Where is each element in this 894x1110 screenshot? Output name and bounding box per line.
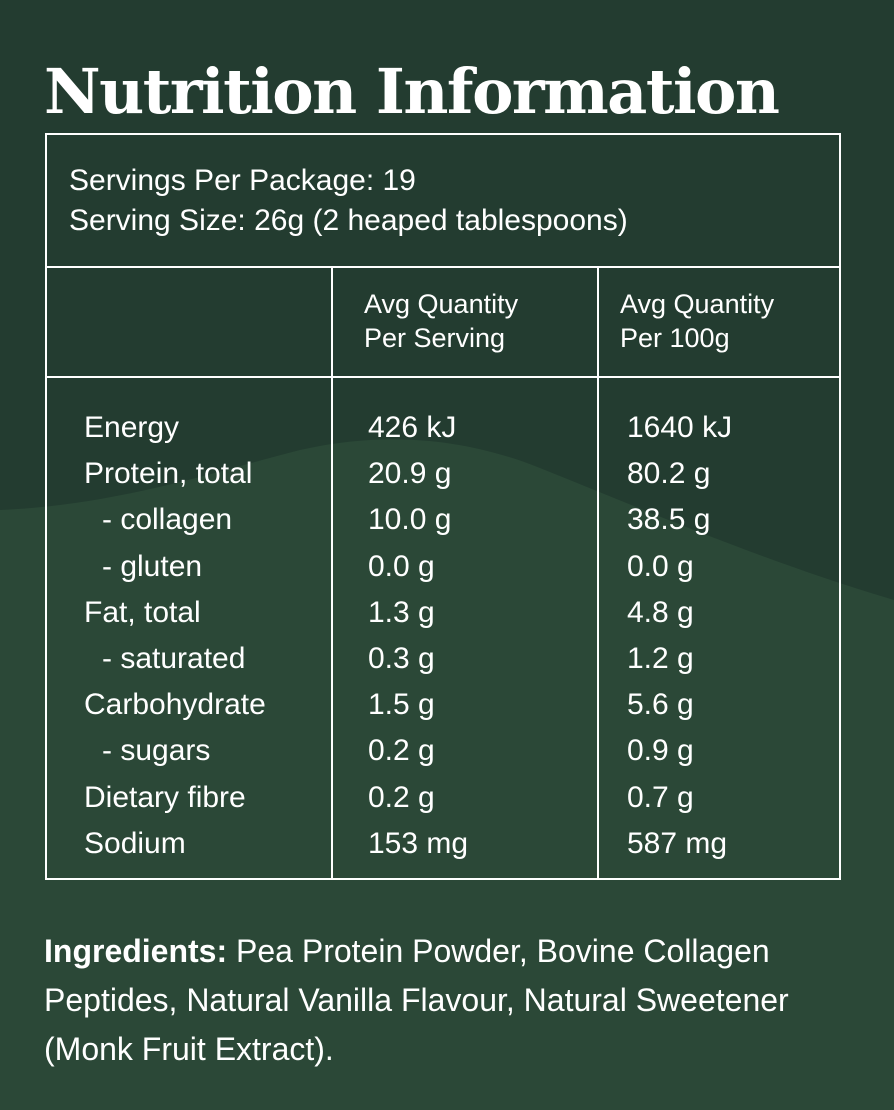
nutrient-name: - collagen bbox=[102, 503, 233, 537]
divider bbox=[47, 376, 839, 378]
nutrient-rows bbox=[47, 405, 839, 867]
per-serving-value: 0.2 g bbox=[368, 734, 435, 768]
per-100g-value: 1.2 g bbox=[627, 641, 694, 675]
nutrient-name: Protein, total bbox=[84, 457, 253, 491]
serving-size: Serving Size: 26g (2 heaped tablespoons) bbox=[69, 204, 628, 237]
servings-per-package: Servings Per Package: 19 bbox=[69, 164, 416, 197]
per-serving-value: 0.2 g bbox=[368, 780, 435, 814]
per-serving-value: 20.9 g bbox=[368, 457, 452, 491]
nutrient-name: Fat, total bbox=[84, 595, 201, 629]
nutrient-name: - sugars bbox=[102, 734, 211, 768]
per-100g-value: 80.2 g bbox=[627, 457, 711, 491]
nutrient-name: - saturated bbox=[102, 641, 246, 675]
per-100g-value: 4.8 g bbox=[627, 595, 694, 629]
per-100g-value: 38.5 g bbox=[627, 503, 711, 537]
table-row bbox=[47, 821, 839, 867]
ingredients-label: Ingredients: bbox=[44, 933, 228, 969]
per-serving-value: 1.3 g bbox=[368, 595, 435, 629]
per-100g-value: 0.7 g bbox=[627, 780, 694, 814]
table-row bbox=[47, 590, 839, 636]
per-serving-value: 10.0 g bbox=[368, 503, 452, 537]
header-per-serving: Avg Quantity Per Serving bbox=[364, 289, 519, 353]
nutrient-name: - gluten bbox=[102, 549, 203, 583]
nutrient-name: Carbohydrate bbox=[84, 688, 266, 722]
per-100g-value: 0.9 g bbox=[627, 734, 694, 768]
page-title: Nutrition Information bbox=[44, 55, 779, 128]
per-serving-value: 153 mg bbox=[368, 826, 469, 860]
table-row bbox=[47, 636, 839, 682]
nutrient-name: Energy bbox=[84, 411, 180, 444]
per-100g-value: 5.6 g bbox=[627, 688, 694, 722]
serving-info bbox=[69, 161, 628, 241]
per-serving-value: 426 kJ bbox=[368, 411, 457, 444]
ingredients-text: Pea Protein Powder, Bovine Collagen Peptides, Natural Vanilla Flavour, Natural Sweetener (Monk Fruit Extract). bbox=[44, 933, 789, 1067]
table-row bbox=[47, 497, 839, 543]
divider bbox=[47, 266, 839, 268]
per-serving-value: 0.3 g bbox=[368, 641, 435, 675]
table-row bbox=[47, 682, 839, 728]
table-row bbox=[47, 775, 839, 821]
table-row bbox=[47, 544, 839, 590]
per-serving-value: 0.0 g bbox=[368, 549, 435, 583]
per-100g-value: 587 mg bbox=[627, 826, 728, 860]
ingredients-statement bbox=[44, 927, 864, 1074]
per-100g-value: 1640 kJ bbox=[627, 411, 733, 444]
per-serving-value: 1.5 g bbox=[368, 688, 435, 722]
nutrition-table bbox=[45, 133, 841, 880]
nutrient-name: Dietary fibre bbox=[84, 780, 246, 814]
per-100g-value: 0.0 g bbox=[627, 549, 694, 583]
header-per-100g: Avg Quantity Per 100g bbox=[620, 289, 775, 353]
table-row bbox=[47, 451, 839, 497]
table-row bbox=[47, 405, 839, 451]
table-row bbox=[47, 728, 839, 774]
nutrient-name: Sodium bbox=[84, 826, 186, 860]
